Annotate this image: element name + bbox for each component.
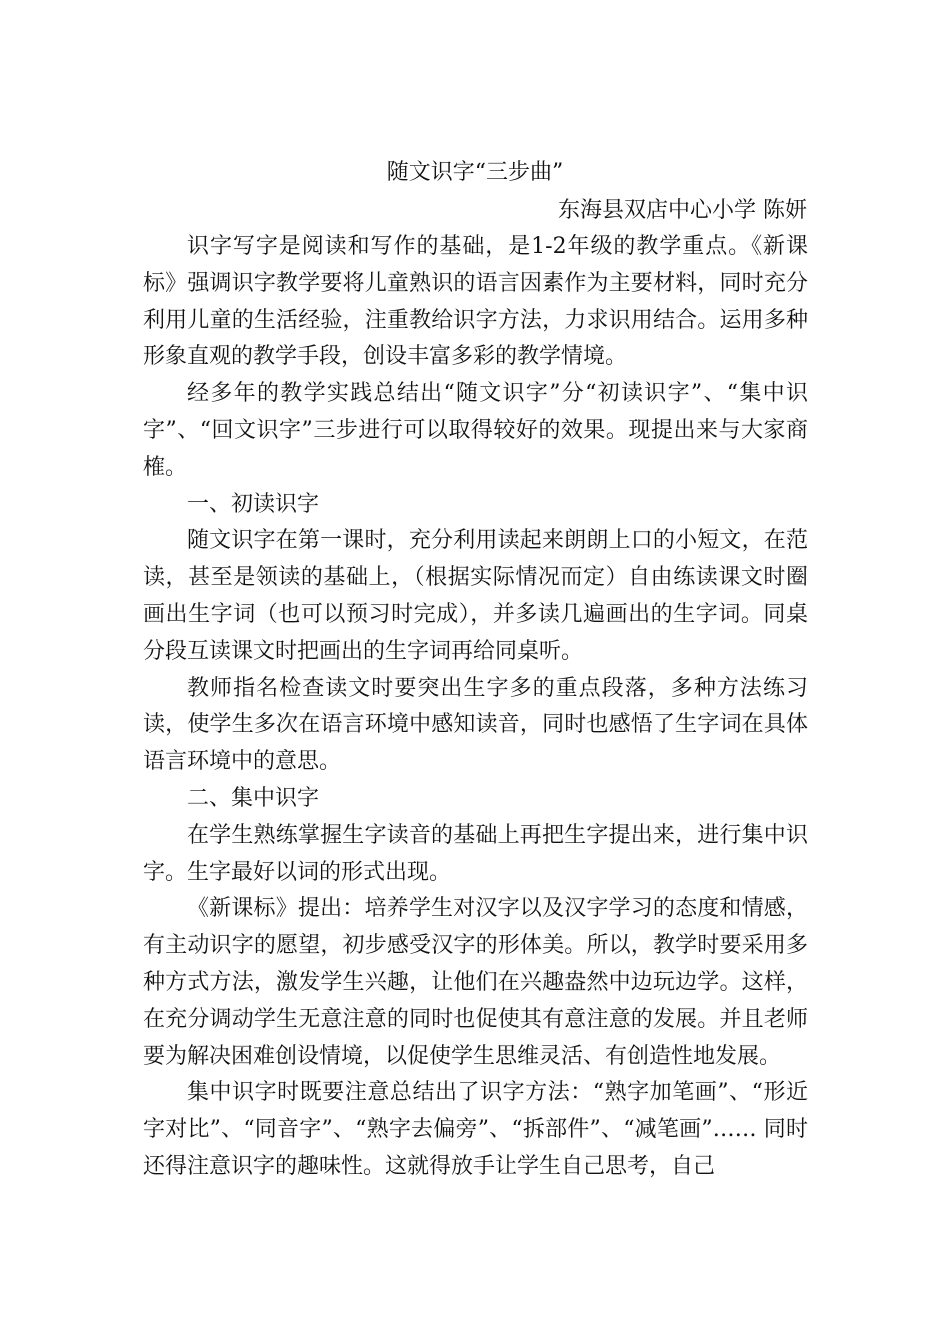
author-line: 东海县双店中心小学 陈妍 <box>558 198 807 223</box>
document-title: 随文识字“三步曲” <box>386 160 564 185</box>
paragraph-overview: 经多年的教学实践总结出“随文识字”分“初读识字”、“集中识字”、“回文识字”三步进行可以取得较好的效果。现提出来与大家商榷。 <box>143 381 808 480</box>
paragraph-section2-b: 《新课标》提出：培养学生对汉字以及汉字学习的态度和情感，有主动识字的愿望，初步感受汉字的形体美。所以，教学时要采用多种方式方法，激发学生兴趣，让他们在兴趣盎然中边玩边学。这样，在充分调动学生无意注意的同时也促使其有意注意的发展。并且老师要为解决困难创设情境，以促使学生思维灵活、有创造性地发展。 <box>143 896 808 1069</box>
paragraph-section1-a: 随文识字在第一课时，充分利用读起来朗朗上口的小短文，在范读，甚至是领读的基础上，（根据实际情况而定）自由练读课文时圈画出生字词（也可以预习时完成），并多读几遍画出的生字词。同桌分段互读课文时把画出的生字词再给同桌听。 <box>143 528 808 664</box>
paragraph-section1-b: 教师指名检查读文时要突出生字多的重点段落，多种方法练习读，使学生多次在语言环境中感知读音，同时也感悟了生字词在具体语言环境中的意思。 <box>143 675 808 775</box>
document-body <box>143 229 808 1186</box>
paragraph-section2-a: 在学生熟练掌握生字读音的基础上再把生字提出来，进行集中识字。生字最好以词的形式出现。 <box>143 822 808 885</box>
paragraph-intro: 识字写字是阅读和写作的基础，是1-2年级的教学重点。《新课标》强调识字教学要将儿童熟识的语言因素作为主要材料，同时充分利用儿童的生活经验，注重教给识字方法，力求识用结合。运用多种形象直观的教学手段，创设丰富多彩的教学情境。 <box>143 234 808 370</box>
paragraph-section2-c: 集中识字时既要注意总结出了识字方法：“熟字加笔画”、“形近字对比”、“同音字”、“熟字去偏旁”、“拆部件”、“减笔画”…… 同时还得注意识字的趣味性。这就得放手让学生自己思考，自己 <box>143 1080 808 1179</box>
section-heading-2: 二、集中识字 <box>187 785 320 811</box>
section-heading-1: 一、初读识字 <box>187 491 320 517</box>
